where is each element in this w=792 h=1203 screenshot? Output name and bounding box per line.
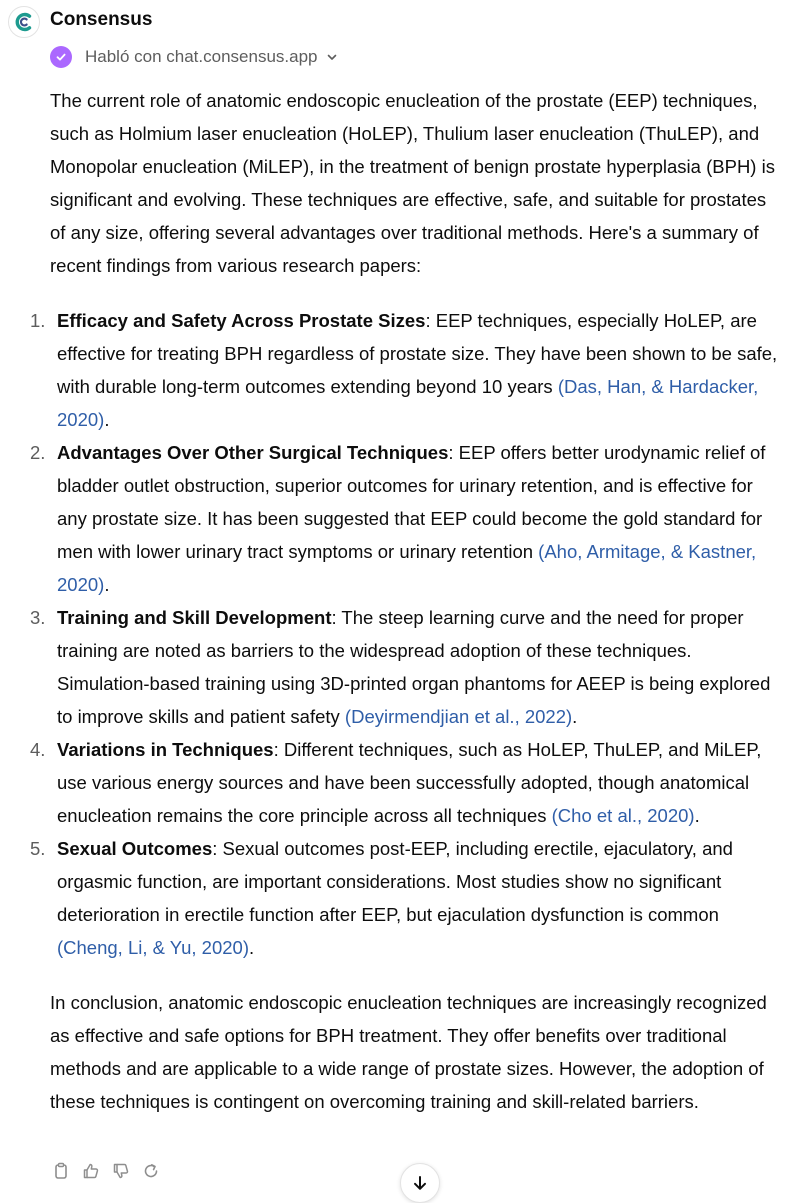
assistant-message xyxy=(30,84,780,1118)
citation-link[interactable]: (Cheng, Li, & Yu, 2020) xyxy=(57,937,249,958)
list-number: 4. xyxy=(30,739,46,760)
list-number: 5. xyxy=(30,838,46,859)
finding-body: : EEP techniques, especially HoLEP, are effective for treating BPH regardless of prostate size. They have been shown to be safe, with durable long-term outcomes extending beyond 10 years xyxy=(57,310,778,397)
citation-link[interactable]: (Cho et al., 2020) xyxy=(551,805,695,826)
thumbs-down-icon[interactable] xyxy=(110,1160,132,1182)
list-number: 1. xyxy=(30,310,46,331)
finding-title: Variations in Techniques xyxy=(57,739,274,760)
list-number: 2. xyxy=(30,442,46,463)
tool-call-label: Habló con chat.consensus.app xyxy=(85,47,318,66)
chevron-down-icon[interactable] xyxy=(326,51,338,63)
assistant-header xyxy=(8,6,152,38)
list-item xyxy=(30,733,780,832)
citation-link[interactable]: (Deyirmendjian et al., 2022) xyxy=(344,706,573,727)
finding-body: : Sexual outcomes post-EEP, including erectile, ejaculatory, and orgasmic function, are important considerations. Most studies show no significant deterioration in erectile function after EEP, but ejaculation dysfunction is common xyxy=(57,838,733,925)
finding-title: Training and Skill Development xyxy=(57,607,332,628)
finding-end: . xyxy=(104,574,110,595)
finding-body: : The steep learning curve and the need for proper training are noted as barriers to the widespread adoption of these techniques. Simulation-based training using 3D-printed organ phantoms for AEEP is being explored to improve skills and patient safety xyxy=(57,607,771,727)
message-actions xyxy=(50,1160,170,1182)
list-item xyxy=(30,436,780,601)
finding-end: . xyxy=(248,937,255,958)
check-circle-icon xyxy=(50,46,72,68)
citation-link[interactable]: (Das, Han, & Hardacker, 2020) xyxy=(57,376,759,430)
finding-title: Advantages Over Other Surgical Techniques xyxy=(57,442,449,463)
thumbs-up-icon[interactable] xyxy=(80,1160,102,1182)
finding-body: : Different techniques, such as HoLEP, ThuLEP, and MiLEP, use various energy sources and have been successfully adopted, though anatomical enucleation remains the core principle across all techniques xyxy=(57,739,762,826)
consensus-logo-icon xyxy=(13,11,35,33)
app-name: Consensus xyxy=(50,9,153,30)
tool-call-row[interactable] xyxy=(50,46,338,68)
finding-title: Efficacy and Safety Across Prostate Sizes xyxy=(57,310,426,331)
regenerate-icon[interactable] xyxy=(140,1160,162,1182)
finding-end: . xyxy=(572,706,578,727)
conclusion-paragraph: In conclusion, anatomic endoscopic enucleation techniques are increasingly recognized as effective and safe options for BPH treatment. They offer benefits over traditional methods and are applicable to a wide range of prostate sizes. However, the adoption of these techniques is contingent on overcoming training and skill-related barriers. xyxy=(50,992,767,1112)
finding-title: Sexual Outcomes xyxy=(57,838,213,859)
scroll-to-bottom-button[interactable] xyxy=(400,1163,440,1203)
intro-paragraph: The current role of anatomic endoscopic enucleation of the prostate (EEP) techniques, such as Holmium laser enucleation (HoLEP), Thulium laser enucleation (ThuLEP), and Monopolar enucleation (MiLEP), in the treatment of benign prostate hyperplasia (BPH) is significant and evolving. These techniques are effective, safe, and suitable for prostates of any size, offering several advantages over traditional methods. Here's a summary of recent findings from various research papers: xyxy=(50,90,775,276)
findings-list xyxy=(30,304,780,964)
finding-body: : EEP offers better urodynamic relief of bladder outlet obstruction, superior outcomes for urinary retention, and is effective for any prostate size. It has been suggested that EEP could become the gold standard for men with lower urinary tract symptoms or urinary retention xyxy=(57,442,766,562)
arrow-down-icon xyxy=(411,1174,429,1192)
avatar xyxy=(8,6,40,38)
finding-end: . xyxy=(694,805,700,826)
list-item xyxy=(30,304,780,436)
finding-end: . xyxy=(104,409,110,430)
list-number: 3. xyxy=(30,607,46,628)
list-item xyxy=(30,601,780,733)
citation-link[interactable]: (Aho, Armitage, & Kastner, 2020) xyxy=(57,541,757,595)
list-item xyxy=(30,832,780,964)
copy-icon[interactable] xyxy=(50,1160,72,1182)
